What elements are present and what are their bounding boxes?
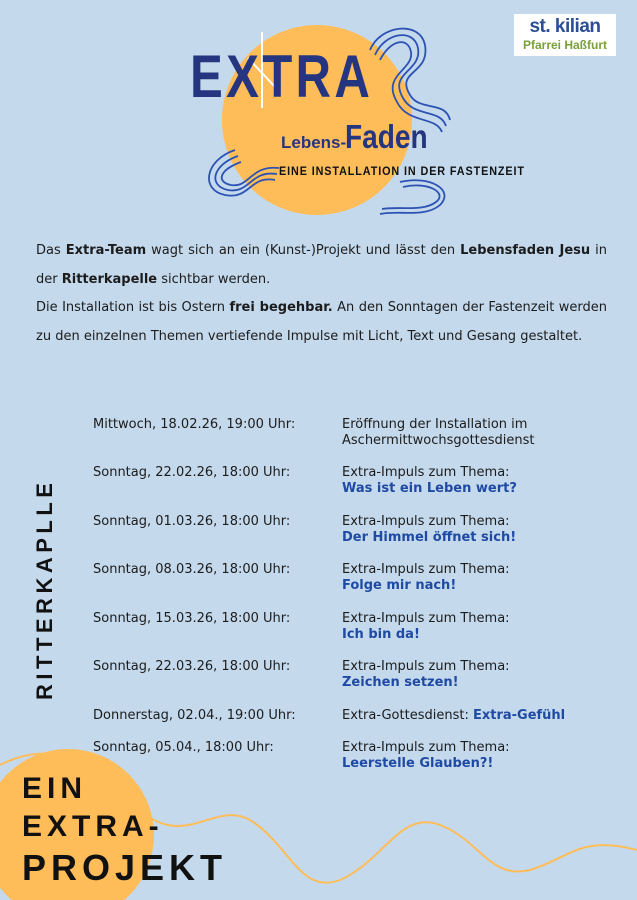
schedule-date: Sonntag, 22.03.26, 18:00 Uhr: (93, 659, 291, 674)
intro-text-run: Das (36, 243, 66, 258)
event-theme: Was ist ein Leben wert? (342, 481, 517, 496)
intro-emphasis: Extra-Team (65, 243, 147, 258)
intro-emphasis: Lebensfaden Jesu (460, 243, 591, 258)
schedule-event (342, 562, 617, 594)
event-line-1: Extra-Impuls zum Thema: (342, 611, 510, 626)
vertical-location-label: RITTERKAPLLE (32, 478, 57, 700)
event-theme: Der Himmel öffnet sich! (342, 530, 517, 545)
hero-lebens: Lebens- (281, 133, 347, 152)
schedule-event (342, 611, 617, 643)
event-theme: Extra-Gefühl (472, 708, 566, 723)
intro-text-run: in der (36, 243, 608, 287)
schedule-date: Donnerstag, 02.04., 19:00 Uhr: (93, 708, 296, 723)
schedule-date: Sonntag, 22.02.26, 18:00 Uhr: (93, 465, 291, 480)
schedule-event (342, 417, 617, 449)
schedule-event (342, 659, 617, 691)
intro-emphasis: Ritterkapelle (61, 271, 158, 287)
schedule-date: Sonntag, 05.04., 18:00 Uhr: (93, 740, 274, 755)
schedule-date: Sonntag, 08.03.26, 18:00 Uhr: (93, 562, 291, 577)
hero-faden: Faden (345, 118, 428, 155)
intro-paragraph-2 (36, 294, 607, 351)
hero-title: EXTRA (190, 43, 374, 110)
intro-paragraph-1 (36, 237, 607, 294)
intro-text-run: An den Sonntagen der Fastenzeit werden zu den einzelnen Themen vertiefende Impulse mit Licht, Text und Gesang gestaltet. (36, 300, 607, 344)
hero-subtitle: EINE INSTALLATION IN DER FASTENZEIT (279, 164, 525, 178)
project-label (22, 770, 227, 890)
event-line-1: Extra-Impuls zum Thema: (342, 659, 510, 674)
event-theme: Ich bin da! (342, 627, 420, 642)
event-line-1 (342, 708, 617, 724)
schedule-date: Sonntag, 15.03.26, 18:00 Uhr: (93, 611, 291, 626)
intro-text (36, 237, 607, 351)
event-theme: Folge mir nach! (342, 578, 457, 593)
event-line-1: Eröffnung der Installation im (342, 417, 528, 432)
event-theme: Zeichen setzen! (342, 675, 459, 690)
intro-text-run: Die Installation ist bis Ostern (36, 300, 230, 315)
project-line-2: EXTRA- (22, 810, 164, 843)
intro-emphasis: frei begehbar. (229, 300, 333, 315)
project-line-3: PROJEKT (22, 847, 228, 888)
event-theme: Leerstelle Glauben?! (342, 756, 494, 771)
intro-text-run: wagt sich an ein (Kunst-)Projekt und lässt den (146, 243, 461, 258)
event-line-2: Aschermittwochsgottesdienst (342, 433, 535, 448)
intro-text-run: sichtbar werden. (157, 271, 271, 287)
schedule-date: Mittwoch, 18.02.26, 19:00 Uhr: (93, 417, 296, 432)
hero-graphic (0, 0, 637, 225)
event-line-1: Extra-Impuls zum Thema: (342, 740, 510, 755)
event-line-1: Extra-Impuls zum Thema: (342, 465, 510, 480)
logo-name: st. kilian (529, 16, 601, 37)
schedule-date: Sonntag, 01.03.26, 18:00 Uhr: (93, 514, 291, 529)
schedule-event (342, 514, 617, 546)
project-line-1: EIN (22, 772, 88, 805)
event-label: Extra-Gottesdienst: (342, 708, 473, 723)
hero-decoration (0, 0, 637, 225)
event-line-1: Extra-Impuls zum Thema: (342, 562, 510, 577)
logo-subtitle: Pfarrei Haßfurt (522, 38, 608, 52)
schedule-event (342, 708, 617, 724)
schedule-event (342, 465, 617, 497)
event-line-1: Extra-Impuls zum Thema: (342, 514, 510, 529)
